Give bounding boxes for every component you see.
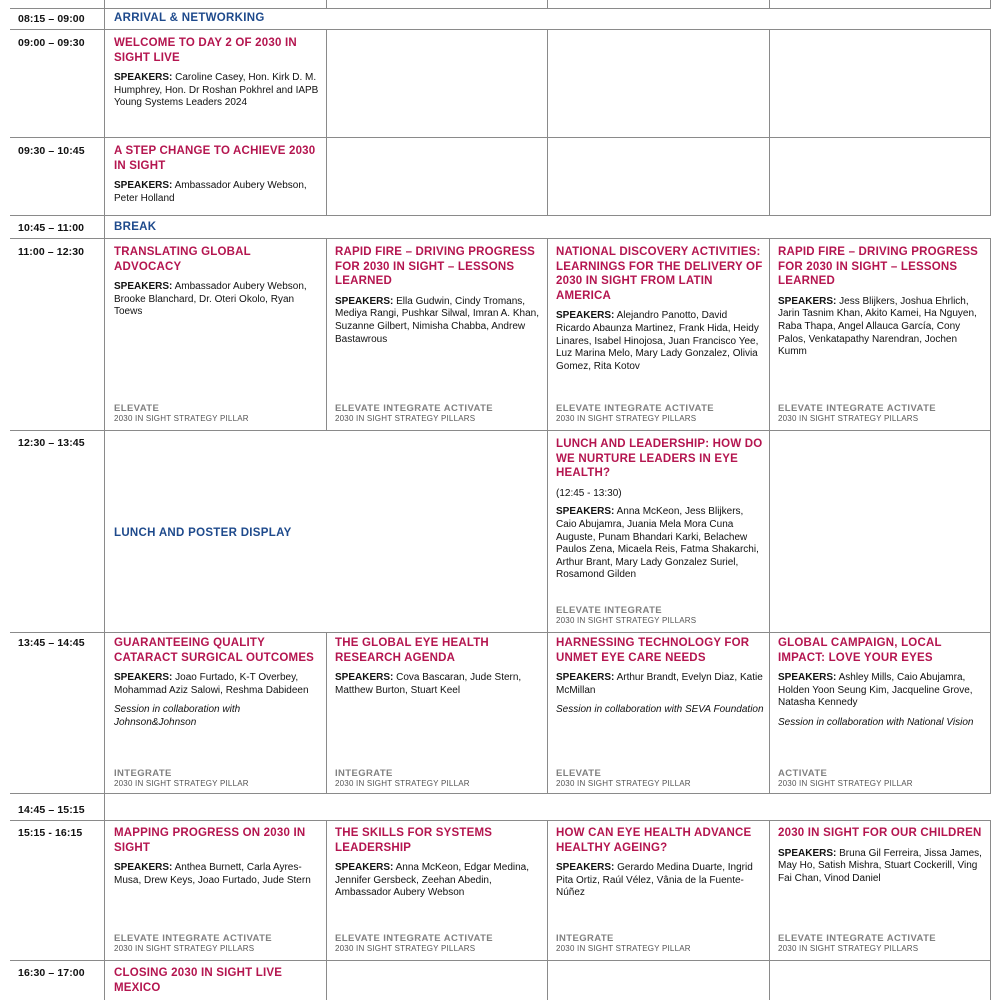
speakers-label: SPEAKERS: [114, 72, 173, 84]
speakers-label: SPEAKERS: [335, 862, 394, 874]
speakers-list: Ella Gudwin, Cindy Tromans, Mediya Rangi, Pushkar Silwal, Imran A. Khan, Suzanne Gilbert, Nimisha Chabba, Andrew Bastawrous [335, 295, 539, 345]
session-collaboration-note: Session in collaboration with Johnson&Johnson [114, 704, 241, 728]
session-speakers [556, 506, 764, 582]
strategy-pillar [778, 403, 936, 424]
time-slot: 13:45 – 14:45 [18, 637, 85, 649]
session-title: GLOBAL CAMPAIGN, LOCAL IMPACT: LOVE YOUR EYES [778, 637, 942, 664]
session-speakers [114, 862, 324, 887]
pillar-name: ELEVATE [556, 768, 602, 779]
pillar-name: INTEGRATE [114, 768, 172, 779]
column-divider [547, 238, 548, 794]
session-title: HARNESSING TECHNOLOGY FOR UNMET EYE CARE NEEDS [556, 637, 750, 664]
session-speakers [114, 72, 319, 110]
session-title: WELCOME TO DAY 2 OF 2030 IN SIGHT LIVE [114, 37, 297, 64]
session-systems-leadership [335, 826, 543, 956]
time-slot: 12:30 – 13:45 [18, 437, 85, 449]
speakers-label: SPEAKERS: [556, 506, 615, 518]
session-title: 2030 IN SIGHT FOR OUR CHILDREN [778, 827, 982, 839]
session-title: NATIONAL DISCOVERY ACTIVITIES: LEARNINGS FOR THE DELIVERY OF 2030 IN SIGHT FROM LATIN AMERICA [556, 246, 763, 302]
row-divider [10, 238, 991, 239]
strategy-pillar [114, 403, 249, 424]
speakers-label: SPEAKERS: [114, 672, 173, 684]
pillar-name: ELEVATE INTEGRATE [556, 605, 663, 616]
break-label: BREAK [114, 221, 157, 233]
session-title: LUNCH AND LEADERSHIP: HOW DO WE NURTURE LEADERS IN EYE HEALTH? [556, 438, 763, 480]
pillar-caption: 2030 IN SIGHT STRATEGY PILLAR [556, 779, 691, 788]
pillar-caption: 2030 IN SIGHT STRATEGY PILLARS [114, 944, 255, 953]
speakers-label: SPEAKERS: [114, 281, 173, 293]
strategy-pillar [778, 933, 936, 954]
column-divider [769, 820, 770, 1000]
speakers-list: Gerardo Medina Duarte, Ingrid Pita Ortiz, Raúl Vélez, Vânia de la Fuente-Núñez [556, 862, 753, 899]
column-divider [990, 238, 991, 794]
speakers-label: SPEAKERS: [114, 180, 173, 192]
time-slot: 10:45 – 11:00 [18, 222, 85, 234]
speakers-list: Alejandro Panotto, David Ricardo Abaunza Martinez, Frank Hida, Heidy Linares, Isabel Hinojosa, Juan Francisco Yee, Luz Marina Melo, Mary Lady Gonzalez, Olivia Gomez, Rita Kotov [556, 310, 759, 372]
session-speakers [556, 310, 764, 373]
session-translating-advocacy [114, 245, 319, 427]
speakers-label: SPEAKERS: [778, 295, 837, 307]
pillar-caption: 2030 IN SIGHT STRATEGY PILLAR [778, 779, 913, 788]
speakers-list: Arthur Brandt, Evelyn Diaz, Katie McMillan [556, 672, 763, 696]
speakers-label: SPEAKERS: [778, 672, 837, 684]
strategy-pillar [556, 768, 691, 789]
session-title: HOW CAN EYE HEALTH ADVANCE HEALTHY AGEING? [556, 827, 752, 854]
speakers-list: Anthea Burnett, Carla Ayres-Musa, Drew Keys, Joao Furtado, Jude Stern [114, 862, 311, 886]
session-research-agenda [335, 636, 541, 791]
session-mapping-progress [114, 826, 324, 956]
row-divider [10, 215, 991, 216]
session-speakers [556, 862, 764, 900]
session-title: GUARANTEEING QUALITY CATARACT SURGICAL OUTCOMES [114, 637, 315, 664]
pillar-name: INTEGRATE [335, 768, 393, 779]
speakers-label: SPEAKERS: [114, 862, 173, 874]
pillar-name: ELEVATE INTEGRATE ACTIVATE [778, 933, 937, 944]
column-divider [769, 238, 770, 794]
time-slot: 15:15 - 16:15 [18, 827, 83, 839]
speakers-list: Ambassador Aubery Webson, Brooke Blanchard, Dr. Oteri Okolo, Ryan Toews [114, 281, 307, 318]
session-step-change [114, 144, 319, 212]
pillar-caption: 2030 IN SIGHT STRATEGY PILLAR [335, 779, 470, 788]
pillar-name: ELEVATE INTEGRATE ACTIVATE [335, 403, 494, 414]
pillar-name: ELEVATE [114, 403, 160, 414]
session-speakers [778, 296, 988, 359]
speakers-list: Ashley Mills, Caio Abujamra, Holden Yoon Seung Kim, Jacqueline Grove, Natasha Kennedy [778, 672, 973, 709]
pillar-caption: 2030 IN SIGHT STRATEGY PILLARS [335, 414, 476, 423]
time-slot: 09:00 – 09:30 [18, 37, 85, 49]
pillar-caption: 2030 IN SIGHT STRATEGY PILLARS [778, 414, 919, 423]
column-divider [326, 632, 327, 794]
session-speakers [335, 672, 541, 697]
speakers-label: SPEAKERS: [335, 295, 394, 307]
session-closing [114, 966, 319, 1002]
session-speakers [335, 296, 541, 346]
pillar-caption: 2030 IN SIGHT STRATEGY PILLARS [556, 414, 697, 423]
speakers-label: SPEAKERS: [778, 847, 837, 859]
pillar-caption: 2030 IN SIGHT STRATEGY PILLAR [114, 779, 249, 788]
pillar-caption: 2030 IN SIGHT STRATEGY PILLARS [556, 616, 697, 625]
session-title: THE SKILLS FOR SYSTEMS LEADERSHIP [335, 827, 493, 854]
session-speakers [556, 672, 764, 697]
speakers-list: Bruna Gil Ferreira, Jissa James, May Ho, Satish Mishra, Stuart Cockerill, Ving Fai Chan, Vinod Daniel [778, 847, 982, 884]
row-divider [10, 632, 991, 633]
session-love-your-eyes [778, 636, 988, 791]
session-welcome [114, 36, 319, 117]
session-speakers [778, 848, 988, 886]
session-collaboration-note: Session in collaboration with National Vision [778, 716, 974, 728]
row-divider [10, 137, 991, 138]
session-title: CLOSING 2030 IN SIGHT LIVE MEXICO [114, 967, 283, 994]
pillar-name: ELEVATE INTEGRATE ACTIVATE [556, 403, 715, 414]
pillar-name: ELEVATE INTEGRATE ACTIVATE [335, 933, 494, 944]
strategy-pillar [556, 933, 691, 954]
pillar-caption: 2030 IN SIGHT STRATEGY PILLAR [114, 414, 249, 423]
session-speakers [778, 672, 988, 710]
speakers-list: Ambassador Aubery Webson, Peter Holland [114, 180, 307, 204]
session-speakers [114, 672, 319, 697]
row-divider [10, 29, 991, 30]
session-cataract-outcomes [114, 636, 319, 791]
session-title: THE GLOBAL EYE HEALTH RESEARCH AGENDA [335, 637, 489, 664]
pillar-name: ELEVATE INTEGRATE ACTIVATE [114, 933, 273, 944]
pillar-caption: 2030 IN SIGHT STRATEGY PILLARS [778, 944, 919, 953]
strategy-pillar [114, 768, 249, 789]
session-title: TRANSLATING GLOBAL ADVOCACY [114, 246, 251, 273]
speakers-label: SPEAKERS: [335, 672, 394, 684]
speakers-label: SPEAKERS: [556, 862, 615, 874]
session-speakers [114, 180, 319, 205]
row-divider [10, 430, 991, 431]
speakers-list: Jess Blijkers, Joshua Ehrlich, Jarin Tasnim Khan, Akito Kamei, Ha Nguyen, Raba Thapa, Angel Allauca García, Cony Palos, Venkatapathy Narendran, Jochen Kumm [778, 295, 977, 358]
strategy-pillar [335, 403, 493, 424]
session-title: MAPPING PROGRESS ON 2030 IN SIGHT [114, 827, 306, 854]
speakers-label: SPEAKERS: [556, 310, 615, 322]
row-divider [10, 960, 991, 961]
column-divider [326, 29, 327, 216]
column-divider [990, 29, 991, 216]
speakers-list: Anna McKeon, Jess Blijkers, Caio Abujamra, Juania Mela Mora Cuna Auguste, Punam Bhandari Karki, Belachew Paulos Zena, Micaela Reis, Fatma Shakarchi, Arthur Brant, Mary Lady Gonzalez Suriel, Rosamond Gilden [556, 506, 759, 581]
session-collaboration-note: Session in collaboration with SEVA Foundation [556, 704, 764, 716]
session-national-discovery [556, 245, 764, 427]
session-harnessing-technology [556, 636, 764, 791]
pillar-name: ACTIVATE [778, 768, 828, 779]
column-divider [326, 820, 327, 1000]
session-speakers [335, 862, 543, 900]
pillar-caption: 2030 IN SIGHT STRATEGY PILLARS [335, 944, 476, 953]
strategy-pillar [335, 933, 493, 954]
session-our-children [778, 826, 988, 956]
speakers-list: Cova Bascaran, Jude Stern, Matthew Burton, Stuart Keel [335, 672, 522, 696]
session-speakers [114, 281, 319, 319]
column-divider [990, 820, 991, 1000]
strategy-pillar [556, 403, 714, 424]
row-divider [10, 8, 991, 9]
column-divider [547, 29, 548, 216]
strategy-pillar [114, 933, 272, 954]
session-title: A STEP CHANGE TO ACHIEVE 2030 IN SIGHT [114, 145, 316, 172]
time-slot: 09:30 – 10:45 [18, 145, 85, 157]
session-lunch-leadership [556, 437, 764, 629]
time-slot: 14:45 – 15:15 [18, 804, 85, 816]
session-rapid-fire-2 [778, 245, 988, 427]
strategy-pillar [335, 768, 470, 789]
speakers-label: SPEAKERS: [556, 672, 615, 684]
column-divider [326, 238, 327, 431]
strategy-pillar [556, 605, 696, 626]
session-title: RAPID FIRE – DRIVING PROGRESS FOR 2030 IN SIGHT – LESSONS LEARNED [335, 246, 536, 288]
column-divider [547, 820, 548, 1000]
pillar-name: INTEGRATE [556, 933, 614, 944]
time-slot: 16:30 – 17:00 [18, 967, 85, 979]
time-slot: 08:15 – 09:00 [18, 13, 85, 25]
session-title: RAPID FIRE – DRIVING PROGRESS FOR 2030 IN SIGHT – LESSONS LEARNED [778, 246, 979, 288]
session-rapid-fire-1 [335, 245, 541, 427]
row-divider [10, 793, 991, 794]
column-divider [104, 0, 105, 1000]
lunch-poster-label: LUNCH AND POSTER DISPLAY [114, 527, 292, 539]
speakers-list: Anna McKeon, Edgar Medina, Jennifer Gersbeck, Zeehan Abedin, Ambassador Aubery Webson [335, 862, 530, 899]
row-divider [10, 820, 991, 821]
arrival-networking-label: ARRIVAL & NETWORKING [114, 12, 265, 24]
session-time-note: (12:45 - 13:30) [556, 487, 622, 499]
time-slot: 11:00 – 12:30 [18, 246, 85, 258]
pillar-caption: 2030 IN SIGHT STRATEGY PILLAR [556, 944, 691, 953]
speakers-list: Joao Furtado, K-T Overbey, Mohammad Aziz Salowi, Reshma Dabideen [114, 672, 309, 696]
speakers-list: Caroline Casey, Hon. Kirk D. M. Humphrey, Hon. Dr Roshan Pokhrel and IAPB Young Systems Leaders 2024 [114, 72, 319, 109]
strategy-pillar [778, 768, 913, 789]
pillar-name: ELEVATE INTEGRATE ACTIVATE [778, 403, 937, 414]
column-divider [769, 29, 770, 216]
session-healthy-ageing [556, 826, 764, 956]
